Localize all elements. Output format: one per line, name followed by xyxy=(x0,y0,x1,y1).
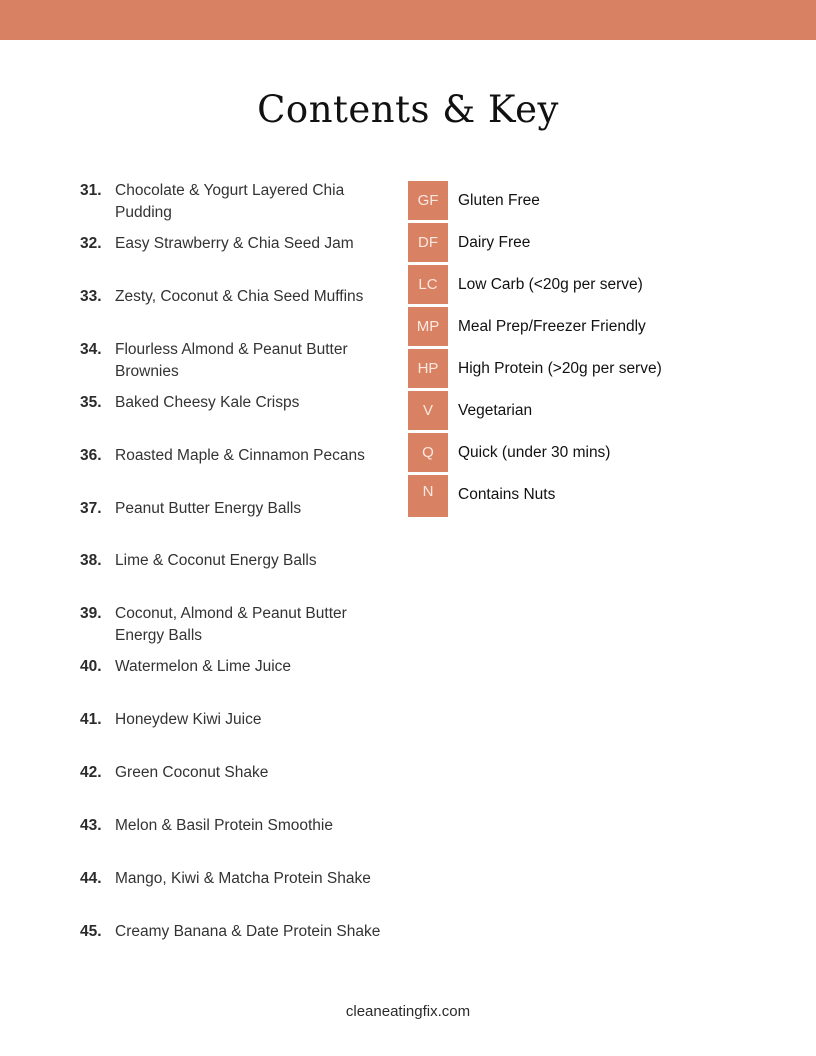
item-number: 33. xyxy=(80,288,102,305)
item-number: 31. xyxy=(80,182,102,199)
key-badge: GF xyxy=(408,181,448,220)
key-label: Low Carb (<20g per serve) xyxy=(458,275,643,293)
contents-item-32[interactable] xyxy=(80,233,390,255)
item-title: Lime & Coconut Energy Balls xyxy=(115,552,317,569)
item-title: Coconut, Almond & Peanut Butter Energy Balls xyxy=(115,605,347,644)
page-title: Contents & Key xyxy=(257,88,559,131)
key-item-df xyxy=(408,223,708,265)
key-badge: HP xyxy=(408,349,448,388)
key-badge: V xyxy=(408,391,448,430)
key-badge: LC xyxy=(408,265,448,304)
key-label: Dairy Free xyxy=(458,233,531,251)
key-label: Gluten Free xyxy=(458,191,540,209)
key-label: Vegetarian xyxy=(458,401,533,419)
item-title: Melon & Basil Protein Smoothie xyxy=(115,817,333,834)
item-title: Roasted Maple & Cinnamon Pecans xyxy=(115,447,365,464)
item-number: 40. xyxy=(80,658,102,675)
item-number: 43. xyxy=(80,817,102,834)
top-accent-band xyxy=(0,0,816,40)
item-number: 42. xyxy=(80,764,102,781)
contents-item-40[interactable] xyxy=(80,656,390,678)
contents-item-31[interactable] xyxy=(80,180,390,224)
item-title: Zesty, Coconut & Chia Seed Muffins xyxy=(115,288,364,305)
contents-item-36[interactable] xyxy=(80,445,390,467)
contents-item-34[interactable] xyxy=(80,339,390,383)
contents-item-35[interactable] xyxy=(80,392,390,414)
key-badge: MP xyxy=(408,307,448,346)
item-title: Easy Strawberry & Chia Seed Jam xyxy=(115,235,354,252)
item-title: Watermelon & Lime Juice xyxy=(115,658,292,675)
item-number: 32. xyxy=(80,235,102,252)
footer-website: cleaneatingfix.com xyxy=(345,1003,471,1020)
key-item-gf xyxy=(408,181,708,223)
item-number: 34. xyxy=(80,341,102,358)
key-badge: Q xyxy=(408,433,448,472)
item-number: 37. xyxy=(80,500,102,517)
item-title: Mango, Kiwi & Matcha Protein Shake xyxy=(115,870,371,887)
key-label: Meal Prep/Freezer Friendly xyxy=(458,317,646,335)
contents-item-41[interactable] xyxy=(80,709,390,731)
key-badge: DF xyxy=(408,223,448,262)
key-item-n xyxy=(408,475,708,517)
key-label: High Protein (>20g per serve) xyxy=(458,359,662,377)
contents-item-45[interactable] xyxy=(80,921,390,943)
contents-item-43[interactable] xyxy=(80,815,390,837)
item-number: 35. xyxy=(80,394,102,411)
item-number: 44. xyxy=(80,870,102,887)
item-number: 39. xyxy=(80,605,102,622)
item-title: Creamy Banana & Date Protein Shake xyxy=(115,923,381,940)
contents-item-44[interactable] xyxy=(80,868,390,890)
item-number: 36. xyxy=(80,447,102,464)
key-legend xyxy=(408,181,708,517)
key-item-hp xyxy=(408,349,708,391)
contents-item-37[interactable] xyxy=(80,498,390,520)
key-label: Contains Nuts xyxy=(458,485,556,503)
key-item-v xyxy=(408,391,708,433)
item-title: Chocolate & Yogurt Layered Chia Pudding xyxy=(115,182,345,221)
key-item-q xyxy=(408,433,708,475)
item-title: Flourless Almond & Peanut Butter Brownies xyxy=(115,341,348,380)
contents-item-42[interactable] xyxy=(80,762,390,784)
item-title: Green Coconut Shake xyxy=(115,764,269,781)
item-number: 45. xyxy=(80,923,102,940)
key-item-lc xyxy=(408,265,708,307)
contents-item-33[interactable] xyxy=(80,286,390,308)
item-title: Honeydew Kiwi Juice xyxy=(115,711,262,728)
item-title: Peanut Butter Energy Balls xyxy=(115,500,302,517)
contents-item-38[interactable] xyxy=(80,550,390,572)
key-badge: N xyxy=(408,475,448,517)
item-title: Baked Cheesy Kale Crisps xyxy=(115,394,300,411)
item-number: 41. xyxy=(80,711,102,728)
key-item-mp xyxy=(408,307,708,349)
key-label: Quick (under 30 mins) xyxy=(458,443,611,461)
item-number: 38. xyxy=(80,552,102,569)
contents-item-39[interactable] xyxy=(80,603,390,647)
